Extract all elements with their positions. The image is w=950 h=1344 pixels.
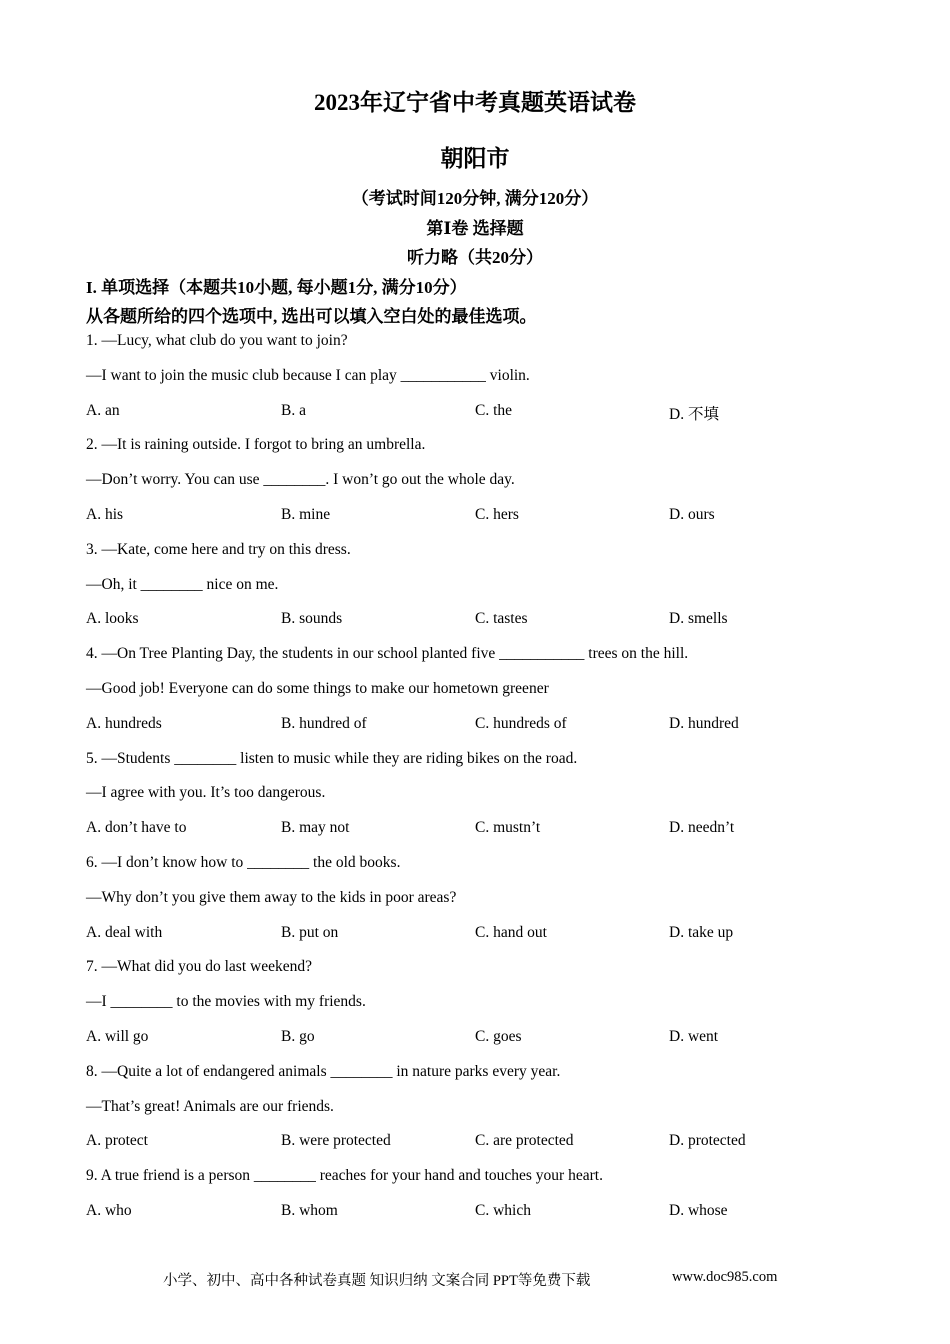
answer-option: A. hundreds [86, 714, 162, 732]
answer-option: D. needn’t [669, 819, 735, 837]
answer-option: C. the [475, 401, 513, 419]
answer-option: B. whom [281, 1202, 338, 1219]
question-stem: 9. A true friend is a person ________ reaches for your hand and touches your heart. [86, 1167, 603, 1185]
question-response: —That’s great! Animals are our friends. [86, 1097, 334, 1115]
answer-option: C. hers [475, 506, 519, 523]
answer-option: A. protect [86, 1132, 148, 1150]
answer-option: B. a [281, 401, 306, 419]
answer-option: D. whose [669, 1202, 728, 1219]
question-response: —Why don’t you give them away to the kids in poor areas? [86, 888, 457, 906]
answer-option: A. will go [86, 1028, 149, 1045]
answer-option: A. looks [86, 610, 139, 628]
footer-text: 小学、初中、高中各种试卷真题 知识归纳 文案合同 PPT等免费下载 [163, 1273, 591, 1289]
question-stem: 7. —What did you do last weekend? [86, 958, 312, 976]
answer-option: D. take up [669, 923, 734, 941]
answer-option: C. mustn’t [475, 819, 541, 837]
question-response: —Don’t worry. You can use ________. I won’t go out the whole day. [86, 471, 515, 489]
answer-option: A. don’t have to [86, 819, 187, 837]
answer-option: B. put on [281, 923, 339, 941]
answer-option: D. protected [669, 1132, 746, 1150]
answer-option: C. goes [475, 1028, 522, 1045]
answer-option: B. mine [281, 506, 331, 523]
answer-option: D. hundred [669, 714, 739, 732]
footer-url: www.doc985.com [672, 1269, 778, 1285]
question-response: —Good job! Everyone can do some things to make our hometown greener [86, 680, 549, 697]
answer-option: C. which [475, 1202, 531, 1219]
answer-option: D. ours [669, 506, 715, 523]
answer-option: C. hand out [475, 923, 547, 941]
answer-option: A. who [86, 1202, 132, 1219]
question-stem: 4. —On Tree Planting Day, the students in our school planted five ___________ trees on the hill. [86, 645, 689, 663]
answer-option: A. deal with [86, 923, 163, 941]
answer-option: D. went [669, 1028, 719, 1045]
question-response: —I agree with you. It’s too dangerous. [86, 784, 326, 802]
answer-option: A. his [86, 506, 124, 523]
question-response: —I ________ to the movies with my friends. [86, 993, 366, 1011]
question-stem: 2. —It is raining outside. I forgot to bring an umbrella. [86, 436, 426, 454]
exam-city: 朝阳市 [440, 146, 510, 171]
answer-option: B. sounds [281, 610, 343, 628]
question-response: —Oh, it ________ nice on me. [86, 575, 279, 593]
volume-heading: 第Ⅰ卷 选择题 [426, 219, 524, 238]
question-stem: 1. —Lucy, what club do you want to join? [86, 332, 348, 349]
answer-option: C. hundreds of [475, 714, 567, 732]
answer-option: D. smells [669, 610, 728, 628]
answer-option: B. may not [281, 819, 350, 837]
answer-option: A. an [86, 401, 120, 419]
answer-option: D. 不填 [669, 405, 719, 423]
answer-option: C. are protected [475, 1132, 574, 1150]
exam-info: （考试时间120分钟, 满分120分） [351, 189, 599, 208]
section-instruction: 从各题所给的四个选项中, 选出可以填入空白处的最佳选项。 [86, 307, 537, 326]
answer-option: C. tastes [475, 610, 528, 628]
answer-option: B. go [281, 1028, 315, 1045]
question-stem: 3. —Kate, come here and try on this dress. [86, 540, 351, 558]
section-heading: I. 单项选择（本题共10小题, 每小题1分, 满分10分） [86, 278, 467, 297]
question-stem: 5. —Students ________ listen to music while they are riding bikes on the road. [86, 749, 578, 767]
exam-title: 2023年辽宁省中考真题英语试卷 [314, 90, 636, 115]
question-response: —I want to join the music club because I can play ___________ violin. [86, 366, 530, 384]
question-stem: 8. —Quite a lot of endangered animals ________ in nature parks every year. [86, 1062, 561, 1080]
answer-option: B. were protected [281, 1132, 391, 1150]
answer-option: B. hundred of [281, 714, 367, 732]
listening-note: 听力略（共20分） [407, 248, 543, 267]
question-stem: 6. —I don’t know how to ________ the old books. [86, 854, 401, 871]
